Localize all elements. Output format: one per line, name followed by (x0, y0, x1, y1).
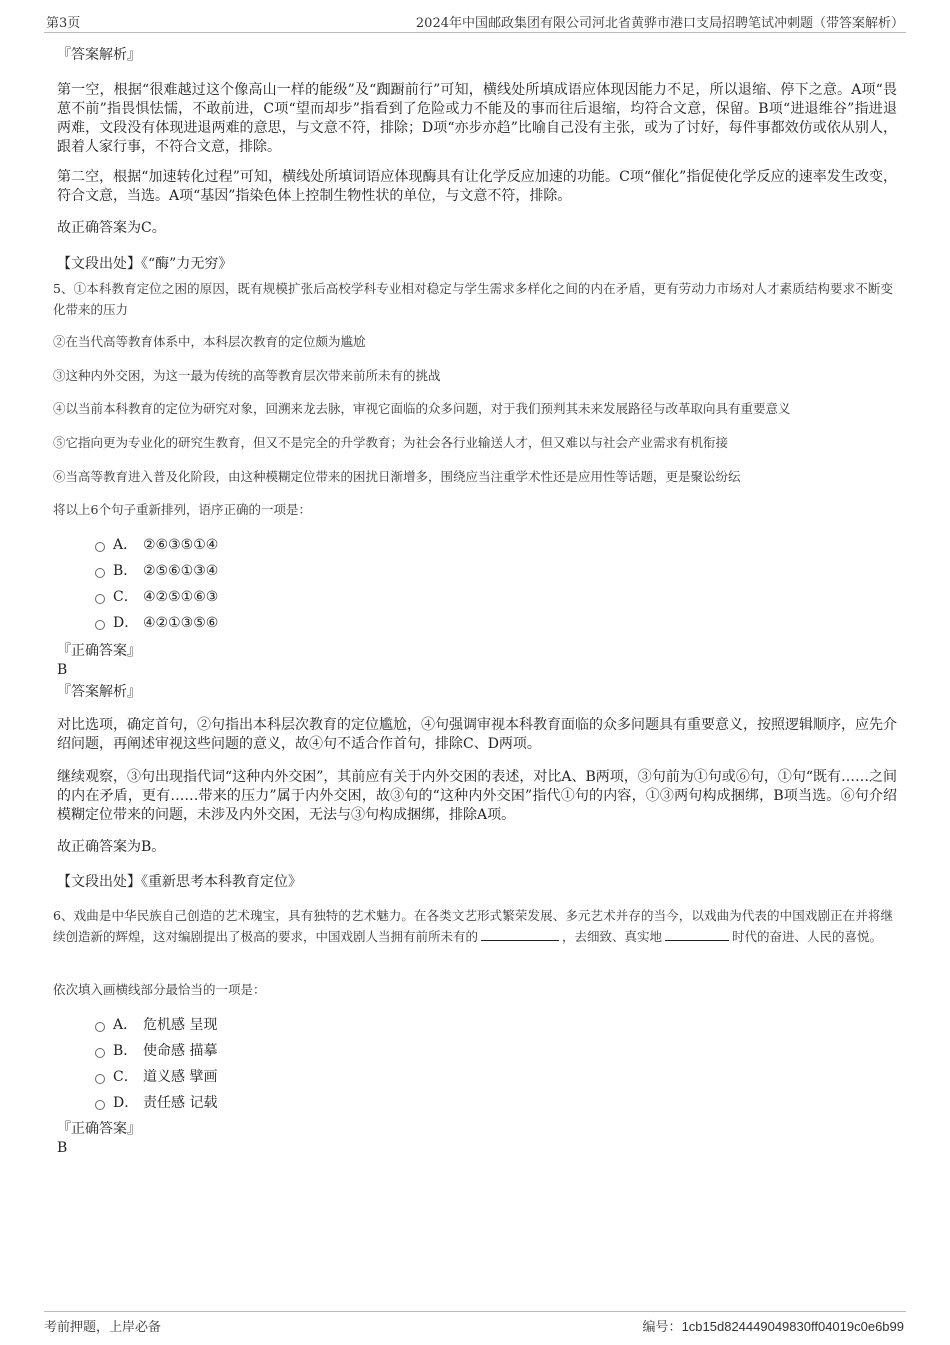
q4-analysis-para2: 第二空，根据“加速转化过程”可知，横线处所填词语应体现酶具有让化学反应加速的功能。C项“催化”指促使化学反应的速率发生改变，符合文意，当选。A项“基因”指染色体上控制生物性状的单位，与文意不符，排除。 (57, 169, 897, 204)
q6-option-c[interactable]: C． 道义感 擘画 (95, 1067, 217, 1087)
radio-icon[interactable] (95, 1048, 105, 1058)
q5-analysis-para1: 对比选项，确定首句，②句指出本科层次教育的定位尴尬，④句强调审视本科教育面临的众多问题具有重要意义，按照逻辑顺序，应先介绍问题，再阐述审视这些问题的意义，故④句不适合作首句，排除C、D两项。 (57, 717, 897, 752)
radio-icon[interactable] (95, 542, 105, 552)
q5-sentence-3: ③这种内外交困，为这一最为传统的高等教育层次带来前所未有的挑战 (53, 368, 441, 383)
q5-option-d[interactable]: D． ④②①③⑤⑥ (95, 613, 218, 633)
q5-option-a[interactable]: A． ②⑥③⑤①④ (95, 535, 218, 555)
radio-icon[interactable] (95, 620, 105, 630)
radio-icon[interactable] (95, 1100, 105, 1110)
q5-answer: B (57, 662, 68, 678)
q5-sentence-5: ⑤它指向更为专业化的研究生教育，但又不是完全的升学教育；为社会各行业输送人才，但又难以与社会产业需求有机衔接 (53, 435, 729, 450)
q6-question: 依次填入画横线部分最恰当的一项是： (53, 982, 266, 997)
q5-sentence-2: ②在当代高等教育体系中，本科层次教育的定位颇为尴尬 (53, 334, 366, 349)
q6-stem: 6、戏曲是中华民族自己创造的艺术瑰宝，具有独特的艺术魅力。在各类文艺形式繁荣发展、多元艺术并存的当今，以戏曲为代表的中国戏剧正在并将继续创造新的辉煌，这对编剧提出了极高的要求，中国戏剧人当拥有前所未有的 ，去细致、真实地 时代的奋进、人民的喜悦。 (53, 908, 893, 944)
q6-answer: B (57, 1140, 68, 1156)
q5-option-c[interactable]: C． ④②⑤①⑥③ (95, 587, 218, 607)
q5-question: 将以上6个句子重新排列，语序正确的一项是： (53, 502, 311, 517)
q6-option-b[interactable]: B． 使命感 描摹 (95, 1041, 217, 1061)
q5-stem: 5、①本科教育定位之困的原因，既有规模扩张后高校学科专业相对稳定与学生需求多样化之间的内在矛盾，更有劳动力市场对人才素质结构要求不断变化带来的压力 (53, 281, 893, 317)
blank-1 (481, 927, 559, 941)
q4-source: 【文段出处】《“酶”力无穷》 (57, 256, 233, 272)
document-title: 2024年中国邮政集团有限公司河北省黄骅市港口支局招聘笔试冲刺题（带答案解析） (415, 16, 904, 31)
footer-slogan: 考前押题，上岸必备 (44, 1320, 162, 1335)
q6-answer-label: 『正确答案』 (57, 1121, 141, 1137)
q6-option-d[interactable]: D． 责任感 记载 (95, 1093, 217, 1113)
radio-icon[interactable] (95, 1022, 105, 1032)
q5-answer-label: 『正确答案』 (57, 643, 141, 659)
q4-conclusion: 故正确答案为C。 (57, 220, 166, 236)
document-id: 编号：1cb15d824449049830ff04019c0e6b99 (642, 1319, 904, 1335)
q5-analysis-label: 『答案解析』 (57, 684, 141, 700)
q5-sentence-6: ⑥当高等教育进入普及化阶段，由这种模糊定位带来的困扰日渐增多，围绕应当注重学术性还是应用性等话题，更是聚讼纷纭 (53, 469, 741, 484)
q5-source: 【文段出处】《重新思考本科教育定位》 (57, 874, 302, 890)
q5-analysis-para2: 继续观察，③句出现指代词“这种内外交困”，其前应有关于内外交困的表述，对比A、B两项，③句前为①句或⑥句，①句“既有……之间的内在矛盾，更有……带来的压力”属于内外交困，故③句的“这种内外交困”指代①句的内容，①③两句构成捆绑，B项当选。⑥句介绍模糊定位带来的问题，未涉及内外交困，无法与③句构成捆绑，排除A项。 (57, 769, 897, 823)
page-number: 第3页 (46, 16, 81, 31)
page-footer (44, 1311, 906, 1336)
q4-analysis-para1: 第一空，根据“很难越过这个像高山一样的能级”及“踟蹰前行”可知，横线处所填成语应体现因能力不足，所以退缩、停下之意。A项“畏葸不前”指畏惧怯懦，不敢前进，C项“望而却步”指看到了危险或力不能及的事而往后退缩，均符合文意，保留。B项“进退维谷”指进退两难，文段没有体现进退两难的意思，与文意不符，排除；D项“亦步亦趋”比喻自己没有主张，或为了讨好，每件事都效仿或依从别人，跟着人家行事，不符合文意，排除。 (57, 82, 897, 155)
q6-option-a[interactable]: A． 危机感 呈现 (95, 1015, 217, 1035)
q5-option-b[interactable]: B． ②⑤⑥①③④ (95, 561, 218, 581)
radio-icon[interactable] (95, 594, 105, 604)
blank-2 (665, 927, 729, 941)
radio-icon[interactable] (95, 1074, 105, 1084)
page-header (44, 10, 906, 33)
radio-icon[interactable] (95, 568, 105, 578)
q5-conclusion: 故正确答案为B。 (57, 839, 166, 855)
q4-analysis-label: 『答案解析』 (57, 47, 141, 63)
q5-sentence-4: ④以当前本科教育的定位为研究对象，回溯来龙去脉，审视它面临的众多问题，对于我们预判其未来发展路径与改革取向具有重要意义 (53, 401, 791, 416)
